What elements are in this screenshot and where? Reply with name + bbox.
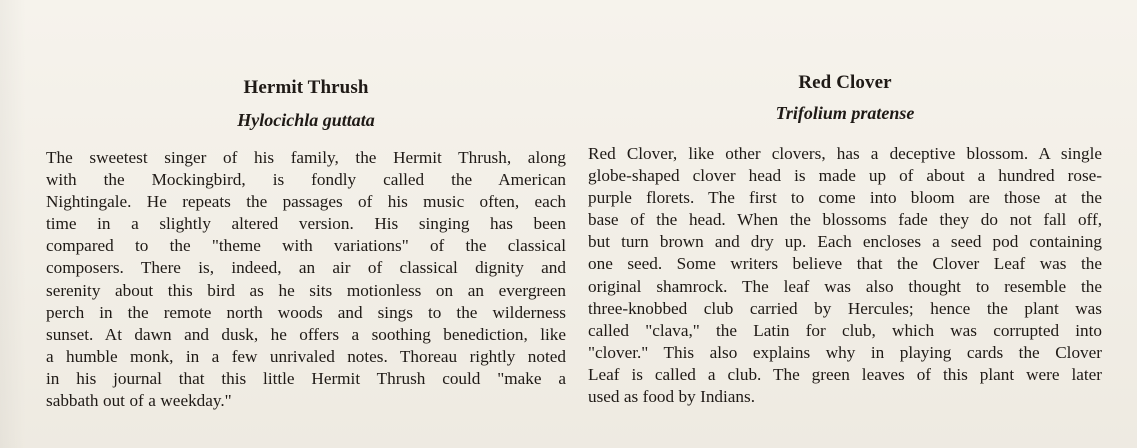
body-line: time in a slightly altered version. His singing has been bbox=[46, 214, 566, 234]
body-line: a humble monk, in a few unrivaled notes. Thoreau rightly noted bbox=[46, 346, 566, 366]
body-line: base of the head. When the blossoms fade they do not fall off, bbox=[588, 210, 1102, 230]
scientific-name: Hylocichla guttata bbox=[237, 110, 375, 130]
body-line: but turn brown and dry up. Each encloses a seed pod containing bbox=[588, 232, 1102, 252]
body-line: purple florets. The first to come into bloom are those at the bbox=[588, 188, 1102, 208]
body-line: in his journal that this little Hermit Thrush could "make a bbox=[46, 368, 566, 388]
body-line: serenity about this bird as he sits motionless on an evergreen bbox=[46, 280, 566, 300]
body-line: compared to the "theme with variations" of the classical bbox=[46, 236, 566, 256]
body-line: composers. There is, indeed, an air of classical dignity and bbox=[46, 258, 566, 278]
body-line: Leaf is called a club. The green leaves of this plant were later bbox=[588, 364, 1102, 384]
article-body bbox=[46, 147, 566, 412]
body-line: called "clava," the Latin for club, which was corrupted into bbox=[588, 320, 1102, 340]
body-line: three-knobbed club carried by Hercules; hence the plant was bbox=[588, 298, 1102, 318]
body-line: "clover." This also explains why in playing cards the Clover bbox=[588, 342, 1102, 362]
article-title: Red Clover bbox=[798, 72, 892, 93]
hermit-thrush-article bbox=[46, 0, 566, 448]
body-line: sabbath out of a weekday." bbox=[46, 391, 232, 411]
body-line: sunset. At dawn and dusk, he offers a soothing benediction, like bbox=[46, 324, 566, 344]
body-line: used as food by Indians. bbox=[588, 387, 755, 407]
scientific-name: Trifolium pratense bbox=[775, 103, 915, 123]
red-clover-article bbox=[588, 0, 1102, 448]
body-line: Red Clover, like other clovers, has a deceptive blossom. A single bbox=[588, 144, 1102, 163]
body-line: perch in the remote north woods and sings to the wilderness bbox=[46, 302, 566, 322]
body-line: The sweetest singer of his family, the Hermit Thrush, along bbox=[46, 148, 566, 167]
body-line: one seed. Some writers believe that the Clover Leaf was the bbox=[588, 254, 1102, 274]
body-line: original shamrock. The leaf was also thought to resemble the bbox=[588, 276, 1102, 296]
article-body bbox=[588, 143, 1102, 408]
body-line: Nightingale. He repeats the passages of his music often, each bbox=[46, 192, 566, 212]
article-title: Hermit Thrush bbox=[243, 77, 369, 98]
body-line: globe-shaped clover head is made up of about a hundred rose- bbox=[588, 166, 1102, 186]
body-line: with the Mockingbird, is fondly called the American bbox=[46, 170, 566, 190]
